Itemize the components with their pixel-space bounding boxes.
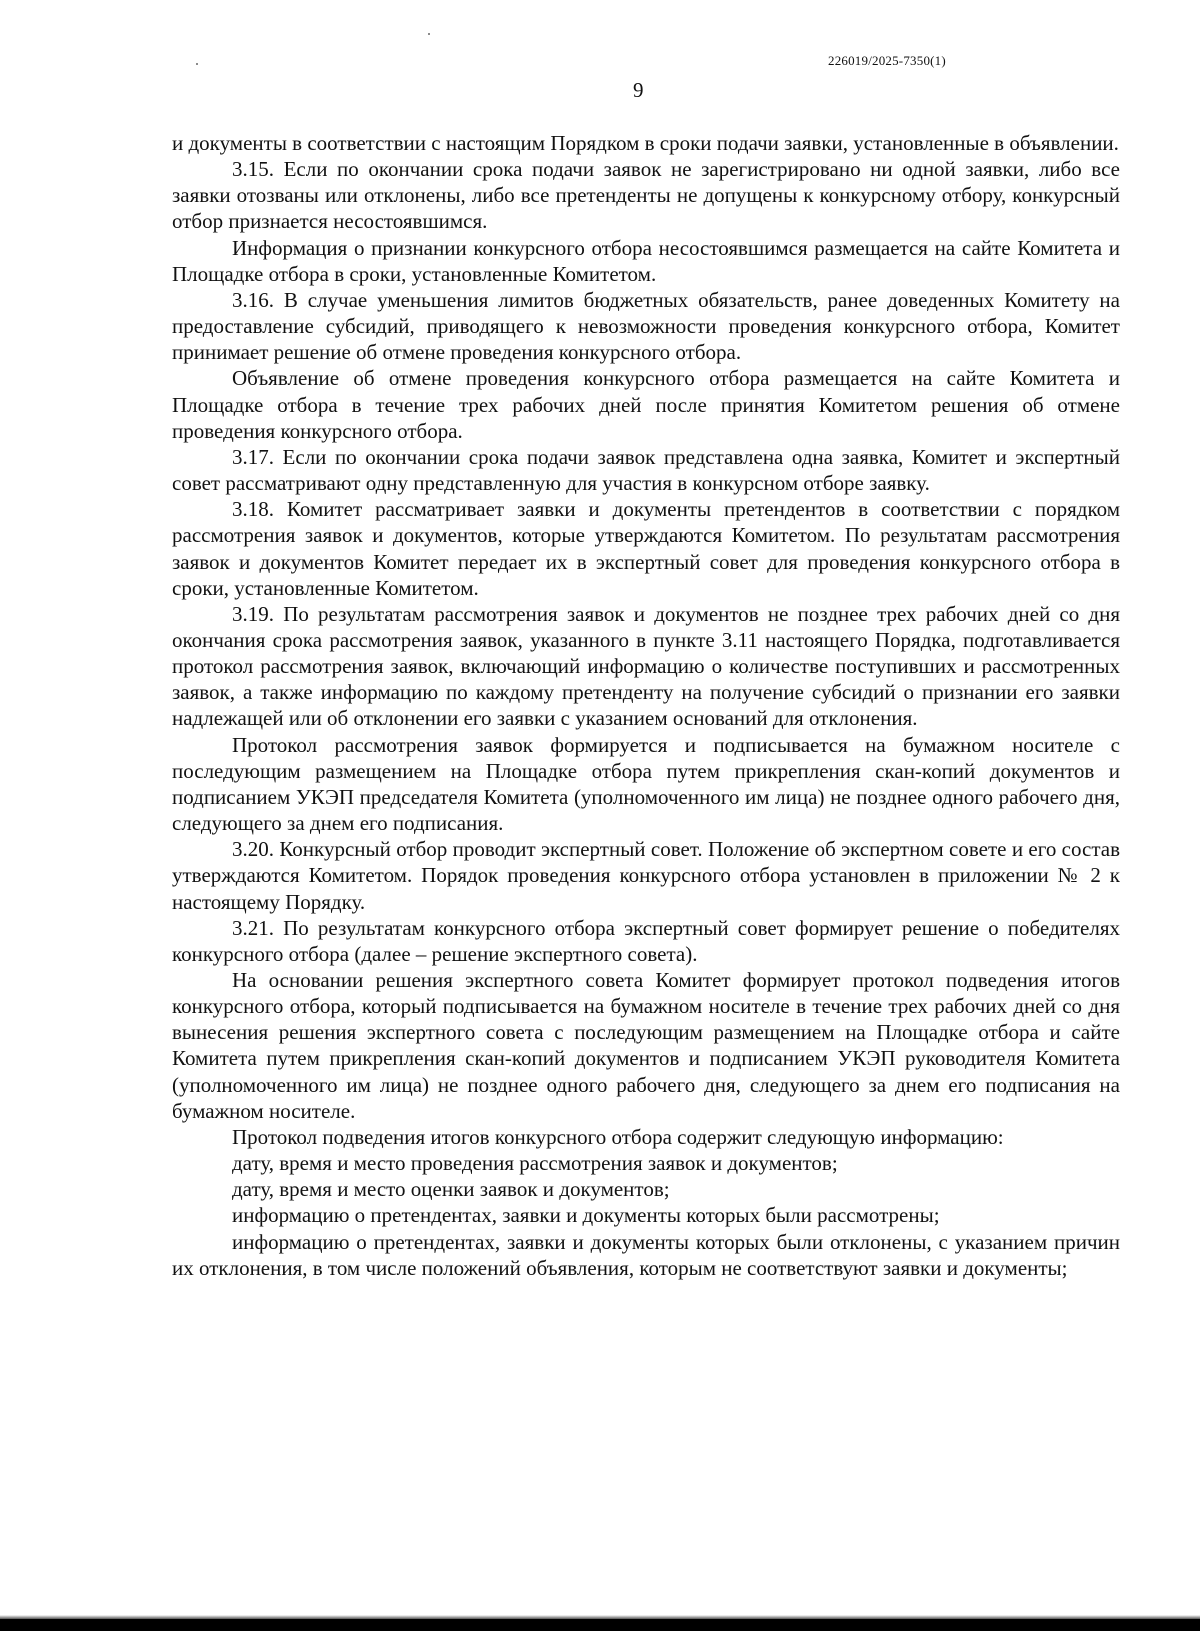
paragraph-3-19: 3.19. По результатам рассмотрения заявок и документов не позднее трех рабочих дней со дня окончания срока рассмотрения заявок, указанного в пункте 3.11 настоящего Порядка, подготавливается протокол рассмотрения заявок, включающий информацию о количестве поступивших и рассмотренных заявок, а также информацию по каждому претенденту на получение субсидий о признании его заявки надлежащей или об отклонении его заявки с указанием оснований для отклонения. bbox=[172, 601, 1120, 731]
page-number: 9 bbox=[633, 78, 644, 102]
document-body bbox=[172, 130, 1120, 1281]
paragraph-3-18: 3.18. Комитет рассматривает заявки и документы претендентов в соответствии с порядком рассмотрения заявок и документов, которые утверждаются Комитетом. По результатам рассмотрения заявок и документов Комитет передает их в экспертный совет для проведения конкурсного отбора в сроки, установленные Комитетом. bbox=[172, 497, 1120, 600]
list-item-rejected-applicants: информацию о претендентах, заявки и документы которых были отклонены, с указанием причин их отклонения, в том числе положений объявления, которым не соответствуют заявки и документы; bbox=[172, 1229, 1120, 1280]
paragraph-3-16: 3.16. В случае уменьшения лимитов бюджетных обязательств, ранее доведенных Комитету на предоставление субсидий, приводящего к невозможности проведения конкурсного отбора, Комитет принимает решение об отмене проведения конкурсного отбора. bbox=[172, 287, 1120, 365]
paragraph-info-unsuccessful: Информация о признании конкурсного отбора несостоявшимся размещается на сайте Комитета и Площадке отбора в сроки, установленные Комитетом. bbox=[172, 235, 1120, 286]
paragraph-continuation: и документы в соответствии с настоящим Порядком в сроки подачи заявки, установленные в объявлении. bbox=[172, 131, 1119, 155]
list-item-review-date: дату, время и место проведения рассмотрения заявок и документов; bbox=[232, 1151, 838, 1176]
list-item-evaluation-date: дату, время и место оценки заявок и документов; bbox=[232, 1177, 670, 1202]
paragraph-review-protocol: Протокол рассмотрения заявок формируется и подписывается на бумажном носителе с последующим размещением на Площадке отбора путем прикрепления скан-копий документов и подписанием УКЭП председателя Комитета (уполномоченного им лица) не позднее одного рабочего дня, следующего за днем его подписания. bbox=[172, 732, 1120, 836]
paragraph-protocol-contents: Протокол подведения итогов конкурсного отбора содержит следующую информацию: bbox=[232, 1124, 1004, 1149]
paragraph-cancellation-notice: Объявление об отмене проведения конкурсного отбора размещается на сайте Комитета и Площадке отбора в течение трех рабочих дней после принятия Комитетом решения об отмене проведения конкурсного отбора. bbox=[172, 366, 1120, 443]
paragraph-3-15: 3.15. Если по окончании срока подачи заявок не зарегистрировано ни одной заявки, либо все заявки отозваны или отклонены, либо все претенденты не допущены к конкурсному отбору, конкурсный отбор признается несостоявшимся. bbox=[172, 157, 1120, 234]
paragraph-3-21: 3.21. По результатам конкурсного отбора экспертный совет формирует решение о победителях конкурсного отбора (далее – решение экспертного совета). bbox=[172, 915, 1120, 966]
list-item-reviewed-applicants: информацию о претендентах, заявки и документы которых были рассмотрены; bbox=[232, 1203, 940, 1228]
scan-speck bbox=[196, 63, 198, 65]
scan-edge bbox=[0, 1619, 1200, 1631]
document-registration-number: 226019/2025-7350(1) bbox=[828, 53, 946, 68]
paragraph-3-20: 3.20. Конкурсный отбор проводит экспертный совет. Положение об экспертном совете и его состав утверждаются Комитетом. Порядок проведения конкурсного отбора установлен в приложении № 2 к настоящему Порядку. bbox=[172, 837, 1120, 914]
scan-speck bbox=[428, 33, 430, 35]
paragraph-summary-protocol: На основании решения экспертного совета Комитет формирует протокол подведения итогов конкурсного отбора, который подписывается на бумажном носителе в течение трех рабочих дней со дня вынесения решения экспертного совета с последующим размещением на Площадке отбора и сайте Комитета путем прикрепления скан-копий документов и подписанием УКЭП руководителя Комитета (уполномоченного им лица) не позднее одного рабочего дня, следующего за днем его подписания на бумажном носителе. bbox=[172, 968, 1120, 1123]
paragraph-3-17: 3.17. Если по окончании срока подачи заявок представлена одна заявка, Комитет и экспертный совет рассматривают одну представленную для участия в конкурсном отборе заявку. bbox=[172, 444, 1120, 496]
